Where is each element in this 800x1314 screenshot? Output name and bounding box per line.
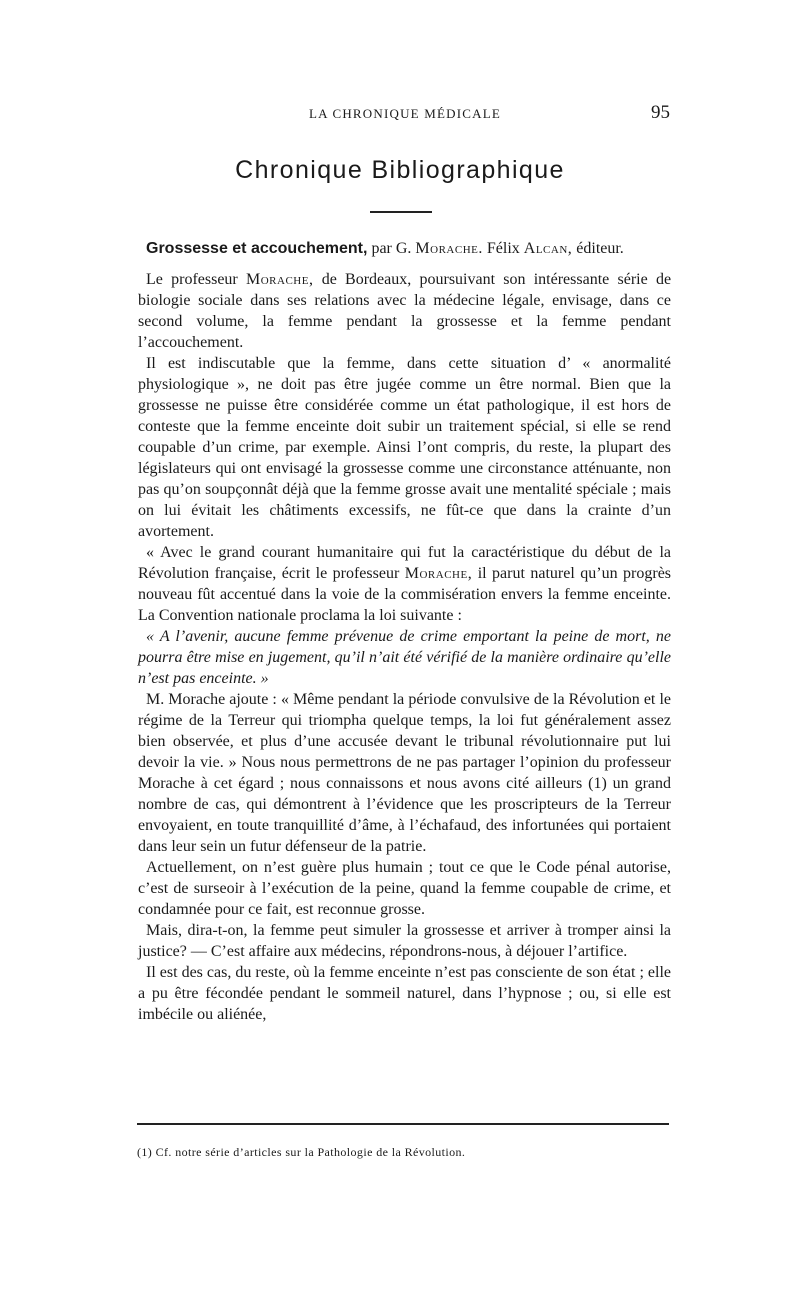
footnote: (1) Cf. notre série d’articles sur la Pathologie de la Révolution. [137, 1145, 466, 1159]
paragraph-7: Mais, dira-t-on, la femme peut simuler la grossesse et arriver à tromper ainsi la justice? — C’est affaire aux médecins, répondrons-nous, à déjouer l’artifice. [138, 922, 671, 960]
page-number: 95 [651, 102, 670, 123]
title-divider [370, 211, 432, 213]
review-heading [138, 238, 671, 259]
page-title: Chronique Bibliographique [235, 156, 565, 184]
review-by: par G. [371, 240, 412, 257]
book-title: Grossesse et accouchement, [146, 240, 368, 257]
paragraph-3-author: Morache, [404, 565, 473, 582]
publisher-surname: Alcan, [523, 240, 573, 257]
running-title: LA CHRONIQUE MÉDICALE [308, 106, 502, 121]
paragraph-3 [138, 542, 671, 626]
paragraph-1-text-b: de Bordeaux, poursuivant son intéressante série de biologie sociale dans ses relations avec la médecine légale, envisage, dans ce second volume, la femme pendant la grossesse et la femme pendant l’accouchement. [138, 271, 672, 351]
paragraph-2: Il est indiscutable que la femme, dans cette situation d’ « anormalité physiologique », ne doit pas être jugée comme un être normal. Bien que la grossesse ne puisse être considérée comme un état pathologique, il est hors de conteste que la femme enceinte doit subir un traitement spécial, si elle se rend coupable d’un crime, par exemple. Ainsi l’ont compris, du reste, la plupart des législateurs qui ont envisagé la grossesse comme une circonstance atténuante, non pas qu’on soupçonnât déjà que la femme grosse avait une mentalité spéciale ; mais on lui évitait les châtiments excessifs, ne fût-ce que dans la crainte d’un avortement. [138, 355, 671, 540]
paragraph-1-author: Morache, [246, 271, 314, 288]
publisher-name: Félix [486, 240, 520, 257]
article-body [138, 238, 671, 1025]
paragraph-1 [138, 269, 671, 353]
paragraph-6: Actuellement, on n’est guère plus humain ; tout ce que le Code pénal autorise, c’est de surseoir à l’exécution de la peine, quand la femme coupable de crime, et condamnée pour ce fait, est reconnue grosse. [138, 859, 671, 918]
paragraph-8: Il est des cas, du reste, où la femme enceinte n’est pas consciente de son état ; elle a pu être fécondée pendant le sommeil naturel, dans l’hypnose ; ou, si elle est imbécile ou aliénée, [138, 964, 671, 1023]
paragraph-3-text-b: il parut naturel qu’un progrès nouveau fût accentué dans la voie de la commisération envers la femme enceinte. La Convention nationale proclama la loi suivante : [138, 565, 672, 624]
publisher-role: éditeur. [576, 240, 624, 257]
paragraph-1-text-a: Le professeur [146, 271, 238, 288]
running-header [140, 102, 670, 130]
footnote-divider [137, 1123, 669, 1125]
review-author: Morache. [415, 240, 483, 257]
paragraph-3-text-a: « Avec le grand courant humanitaire qui fut la caractéristique du début de la Révolution française, écrit le professeur [138, 544, 671, 582]
paragraph-5: M. Morache ajoute : « Même pendant la période convulsive de la Révolution et le régime de la Terreur qui triompha quelque temps, la loi fut généralement assez bien observée, et plus d’une accusée devant le tribunal révolutionnaire put lui devoir la vie. » Nous nous permettrons de ne pas partager l’opinion du professeur Morache à cet égard ; nous connaissons et nous avons cité ailleurs (1) un grand nombre de cas, qui démontrent à l’évidence que les proscripteurs de la Terreur envoyaient, en toute tranquillité d’âme, à l’échafaud, des infortunées qui portaient dans leur sein un futur défenseur de la patrie. [138, 691, 671, 855]
law-quote: « A l’avenir, aucune femme prévenue de crime emportant la peine de mort, ne pourra être mise en jugement, qu’il n’ait été vérifié de la manière ordinaire qu’elle n’est pas enceinte. » [138, 628, 671, 687]
